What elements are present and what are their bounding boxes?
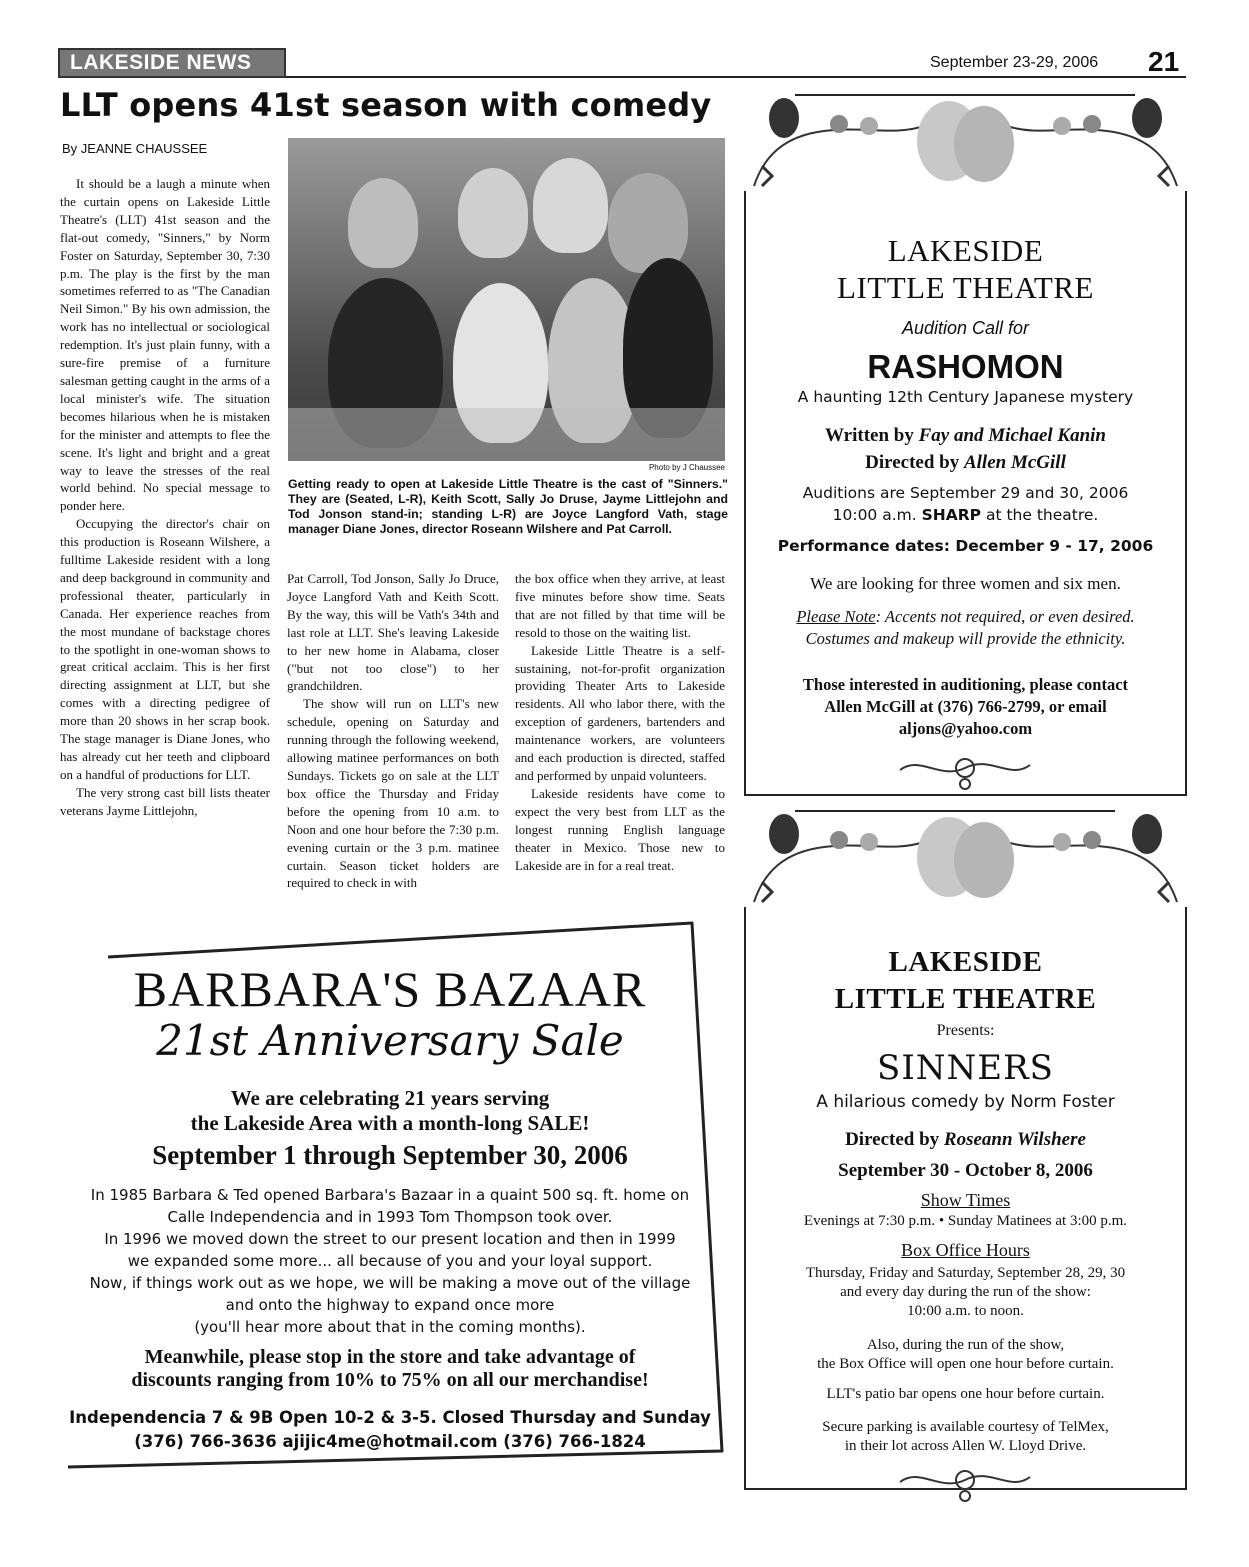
note-text: : Accents not required, or even desired.	[875, 607, 1135, 626]
article-column-2	[287, 570, 499, 892]
audition-location: at the theatre.	[981, 506, 1099, 524]
issue-date: September 23-29, 2006	[930, 54, 1099, 71]
bazaar-story-line: (you'll hear more about that in the coming months).	[194, 1318, 586, 1336]
contact-line: Those interested in auditioning, please contact	[802, 675, 1129, 694]
bazaar-story-line: we expanded some more... all because of you and your loyal support.	[127, 1252, 653, 1270]
show-times-label: Show Times	[920, 1190, 1011, 1210]
photo-caption: Getting ready to open at Lakeside Little Theatre is the cast of "Sinners." They are (Seated, L-R), Keith Scott, Sally Jo Druse, Jayme Littlejohn and Tod Jonson stand-in; standing L-R) are Joyce Langford Vath, stage manager Diane Jones, director Roseann Wilshere and Pat Carroll.	[288, 477, 728, 536]
bazaar-story-line: In 1996 we moved down the street to our present location and then in 1999	[104, 1230, 676, 1248]
bazaar-title: BARBARA'S BAZAAR	[133, 961, 647, 1017]
sinners-theatre-name	[744, 944, 1187, 1018]
audition-time-line	[744, 504, 1187, 526]
box-office-label: Box Office Hours	[901, 1240, 1030, 1260]
sinners-also	[744, 1336, 1187, 1374]
also-line: Also, during the run of the show,	[866, 1337, 1065, 1353]
article-column-3	[515, 570, 725, 874]
bazaar-sale-heading: 21st Anniversary Sale	[156, 1016, 624, 1065]
theatre-name-line: LITTLE THEATRE	[834, 983, 1097, 1015]
bazaar-sale-dates: September 1 through September 30, 2006	[152, 1140, 628, 1170]
article-column-1	[60, 175, 270, 820]
audition-play-description: A haunting 12th Century Japanese mystery	[797, 388, 1134, 406]
header-rule	[286, 76, 1186, 78]
theatre-name-line: LAKESIDE	[887, 233, 1044, 268]
bazaar-story-line: Now, if things work out as we hope, we will be making a move out of the village	[89, 1274, 691, 1292]
page-number: 21	[1148, 46, 1180, 77]
theatre-name-line: LAKESIDE	[888, 946, 1043, 978]
box-office-line: Thursday, Friday and Saturday, September 28, 29, 30	[805, 1265, 1126, 1281]
credit-name: Roseann Wilshere	[943, 1129, 1086, 1150]
bazaar-address: Independencia 7 & 9B Open 10-2 & 3-5. Closed Thursday and Sunday	[69, 1408, 711, 1427]
article-paragraph: Pat Carroll, Tod Jonson, Sally Jo Druce, Joyce Langford Vath and Keith Scott. By the way, this will be Vath's 34th and last role at LLT. She's leaving Lakeside to her new home in Alabama, closer ("but not too close") to her grandchildren.	[287, 571, 499, 694]
sinners-parking	[744, 1418, 1187, 1456]
bazaar-celebrate-line: We are celebrating 21 years serving	[230, 1086, 550, 1110]
audition-written-by	[744, 422, 1187, 449]
audition-contact	[744, 674, 1187, 740]
audition-performance-dates: Performance dates: December 9 - 17, 2006	[777, 537, 1154, 555]
bazaar-meanwhile-line: discounts ranging from 10% to 75% on all our merchandise!	[131, 1369, 649, 1391]
photo-credit: Photo by J Chaussee	[648, 463, 725, 472]
sinners-run-dates: September 30 - October 8, 2006	[838, 1160, 1093, 1181]
article-paragraph: The very strong cast bill lists theater veterans Jayme Littlejohn,	[60, 784, 270, 818]
bazaar-meanwhile-line: Meanwhile, please stop in the store and take advantage of	[144, 1346, 636, 1368]
audition-note-line: Costumes and makeup will provide the ethnicity.	[805, 629, 1126, 648]
article-paragraph: It should be a laugh a minute when the curtain opens on Lakeside Little Theatre's (LLT) 41st season and the flat-out comedy, "Sinners," by Norm Foster on Saturday, September 30, 7:30 p.m. The play is the first by the man sometimes referred to as "The Canadian Neil Simon." By his own admission, the work has no intellectual or sociological redemption. It's just plain funny, with a sure-fire premise of a furniture salesman getting caught in the arms of a local minister's wife. The situation becomes hilarious when he is mistaken for the minister and attempts to flee the scene. It's light and bright and a great way to leave the stresses of the real world behind. No special message to ponder here.	[60, 176, 270, 514]
article-paragraph: the box office when they arrive, at least five minutes before show time. Seats that are not filled by that time will be resold to those on the waiting list.	[515, 571, 725, 640]
sinners-presents: Presents:	[936, 1022, 995, 1039]
article-paragraph: Lakeside Little Theatre is a self-sustaining, not-for-profit organization providing Theater Arts to Lakeside residents. All who labor there, with the exception of gardeners, bartenders and maintenance workers, are volunteers and each production is directed, staffed and performed by unpaid volunteers.	[515, 642, 725, 783]
article-paragraph: Occupying the director's chair on this production is Roseann Wilshere, a fulltime Lakeside resident with a long and deep background in community and professional theater, particularly in Canada. Her experience reaches from the most mundane of backstage chores to the spotlight in one-woman shows to great critical acclaim. This is her first directing assignment at LLT, but she comes with a directing pedigree of more than 20 shows in her scrap book. The stage manager is Diane Jones, who has already cut her teeth and clipboard on a handful of productions for LLT.	[60, 516, 270, 782]
parking-line: Secure parking is available courtesy of TelMex,	[822, 1419, 1109, 1435]
article-headline: LLT opens 41st season with comedy	[60, 86, 712, 124]
bazaar-celebrate-line: the Lakeside Area with a month-long SALE!	[190, 1111, 590, 1135]
sinners-play-title: SINNERS	[877, 1048, 1054, 1088]
audition-note-line	[744, 606, 1187, 628]
section-tag: LAKESIDE NEWS	[58, 48, 286, 78]
bazaar-story	[20, 1184, 760, 1338]
bazaar-meanwhile	[20, 1346, 760, 1392]
audition-dates-line: Auditions are September 29 and 30, 2006	[802, 484, 1129, 502]
credit-name: Fay and Michael Kanin	[918, 425, 1106, 446]
show-times: Evenings at 7:30 p.m. • Sunday Matinees at 3:00 p.m.	[803, 1213, 1128, 1229]
bazaar-celebrate	[20, 1086, 760, 1136]
audition-looking-for: We are looking for three women and six men.	[810, 574, 1121, 593]
theatre-masks-ornament	[744, 96, 1187, 191]
contact-email: aljons@yahoo.com	[898, 719, 1033, 738]
box-office-line: and every day during the run of the show:	[840, 1284, 1091, 1300]
sinners-play-description: A hilarious comedy by Norm Foster	[816, 1092, 1115, 1112]
article-byline: By JEANNE CHAUSSEE	[62, 141, 208, 156]
theatre-masks-ornament	[744, 812, 1187, 907]
contact-line: Allen McGill at (376) 766-2799, or email	[824, 697, 1107, 716]
scroll-ornament	[890, 750, 1040, 794]
audition-time: 10:00 a.m.	[832, 506, 922, 524]
article-paragraph: The show will run on LLT's new schedule, opening on Saturday and running through the following weekend, allowing matinee performances on both Sundays. Tickets go on sale at the LLT box office the Thursday and Friday before the opening from 10 a.m. to Noon and one hour before the 7:30 p.m. evening curtain or the 3 p.m. matinee curtain. Season ticket holders are required to check in with	[287, 696, 499, 891]
audition-sharp: SHARP	[921, 506, 982, 524]
sinners-patio-bar: LLT's patio bar opens one hour before curtain.	[826, 1386, 1105, 1402]
bazaar-phones: (376) 766-3636 ajijic4me@hotmail.com (376) 766-1824	[134, 1432, 646, 1451]
bazaar-story-line: and onto the highway to expand once more	[225, 1296, 555, 1314]
bazaar-contact	[20, 1406, 760, 1454]
audition-theatre-name	[744, 232, 1187, 306]
box-office-line: 10:00 a.m. to noon.	[907, 1303, 1024, 1319]
credit-name: Allen McGill	[963, 452, 1066, 473]
credit-label: Directed by	[845, 1129, 944, 1150]
audition-credits	[744, 422, 1187, 476]
parking-line: in their lot across Allen W. Lloyd Drive.	[844, 1438, 1087, 1454]
audition-directed-by	[744, 449, 1187, 476]
audition-play-title: RASHOMON	[867, 348, 1064, 385]
bazaar-story-line: Calle Independencia and in 1993 Tom Thompson took over.	[167, 1208, 613, 1226]
also-line: the Box Office will open one hour before curtain.	[817, 1356, 1114, 1372]
bazaar-ad	[20, 916, 760, 1481]
audition-call: Audition Call for	[901, 318, 1030, 338]
scroll-ornament	[890, 1462, 1040, 1506]
sinners-directed-by	[744, 1126, 1187, 1153]
note-label: Please Note	[796, 607, 876, 626]
theatre-name-line: LITTLE THEATRE	[837, 270, 1094, 305]
box-office-hours	[744, 1264, 1187, 1321]
credit-label: Directed by	[865, 452, 964, 473]
audition-note	[744, 606, 1187, 650]
bazaar-story-line: In 1985 Barbara & Ted opened Barbara's Bazaar in a quaint 500 sq. ft. home on	[90, 1186, 690, 1204]
credit-label: Written by	[825, 425, 919, 446]
article-paragraph: Lakeside residents have come to expect the very best from LLT as the longest running English language theater in Mexico. Those new to Lakeside are in for a real treat.	[515, 785, 725, 873]
audition-dates	[744, 482, 1187, 526]
cast-photo	[288, 138, 725, 461]
